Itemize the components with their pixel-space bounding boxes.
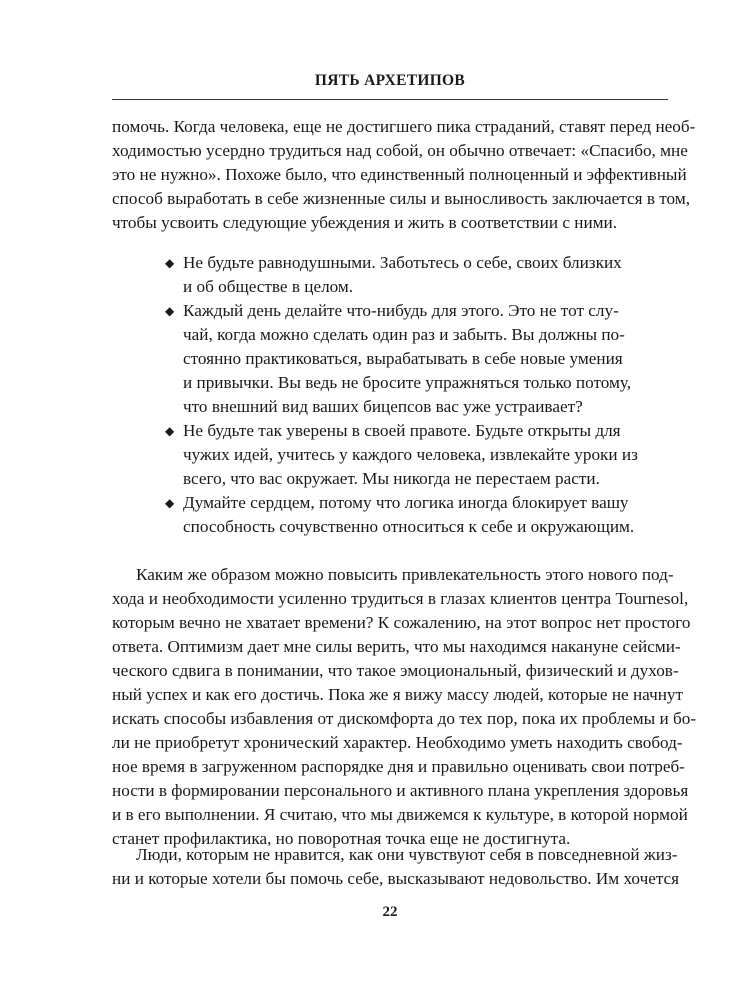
paragraph-1 — [112, 115, 696, 235]
diamond-bullet-icon: ◆ — [165, 424, 175, 438]
header-rule — [112, 99, 668, 100]
text-line: чай, когда можно сделать один раз и забыть. Вы должны по- — [183, 325, 625, 344]
text-line: ное время в загруженном распорядке дня и правильно оценивать свои потреб- — [112, 757, 685, 776]
page-number: 22 — [382, 904, 398, 920]
text-line: ческого сдвига в понимании, что такое эмоциональный, физический и духов- — [112, 661, 679, 680]
diamond-bullet-icon: ◆ — [165, 304, 175, 318]
list-item — [165, 251, 622, 299]
running-header: ПЯТЬ АРХЕТИПОВ — [314, 72, 466, 89]
text-line: и привычки. Вы ведь не бросите упражняться только потому, — [183, 373, 632, 392]
text-line: стоянно практиковаться, вырабатывать в себе новые умения — [183, 349, 623, 368]
bullet-list — [165, 251, 638, 539]
paragraph-3 — [112, 843, 680, 891]
text-line: и в его выполнении. Я считаю, что мы движемся к культуре, в которой нормой — [112, 805, 688, 824]
text-line: всего, что вас окружает. Мы никогда не перестаем расти. — [183, 469, 600, 488]
text-line: станет профилактика, но поворотная точка еще не достигнута. — [112, 829, 571, 848]
list-item — [165, 419, 638, 491]
text-line: способ выработать в себе жизненные силы и выносливость заключается в том, — [112, 189, 690, 208]
text-line: искать способы избавления от дискомфорта до тех пор, пока их проблемы и бо- — [112, 709, 697, 728]
diamond-bullet-icon: ◆ — [165, 496, 175, 510]
text-line: чтобы усвоить следующие убеждения и жить в соответствии с ними. — [112, 213, 618, 232]
text-line: это не нужно». Похоже было, что единственный полноценный и эффективный — [112, 165, 687, 184]
text-line: ный успех и как его достичь. Пока же я вижу массу людей, которые не начнут — [112, 685, 684, 704]
text-line: хода и необходимости усиленно трудиться в глазах клиентов центра Tournesol, — [112, 589, 689, 608]
paragraph-2 — [112, 563, 697, 851]
text-line: Каким же образом можно повысить привлекательность этого нового под- — [136, 565, 674, 584]
text-line: помочь. Когда человека, еще не достигшего пика страданий, ставят перед необ- — [112, 117, 696, 136]
text-line: ответа. Оптимизм дает мне силы верить, что мы находимся накануне сейсми- — [112, 637, 681, 656]
text-line: Не будьте так уверены в своей правоте. Будьте открыты для — [183, 421, 621, 440]
text-line: Думайте сердцем, потому что логика иногда блокирует вашу — [183, 493, 629, 512]
text-line: Каждый день делайте что-нибудь для этого. Это не тот слу- — [183, 301, 619, 320]
text-line: способность сочувственно относиться к себе и окружающим. — [183, 517, 635, 536]
text-line: ни и которые хотели бы помочь себе, высказывают недовольство. Им хочется — [112, 869, 680, 888]
text-line: ности в формировании персонального и активного плана укрепления здоровья — [112, 781, 689, 800]
text-line: и об обществе в целом. — [183, 277, 354, 296]
list-item — [165, 491, 635, 539]
text-line: что внешний вид ваших бицепсов вас уже устраивает? — [183, 397, 583, 416]
text-line: ходимостью усердно трудиться над собой, он обычно отвечает: «Спасибо, мне — [112, 141, 688, 160]
list-item — [165, 299, 632, 419]
text-line: ли не приобретут хронический характер. Необходимо уметь находить свобод- — [112, 733, 683, 752]
text-line: которым вечно не хватает времени? К сожалению, на этот вопрос нет простого — [112, 613, 691, 632]
text-line: Люди, которым не нравится, как они чувствуют себя в повседневной жиз- — [136, 845, 678, 864]
text-line: чужих идей, учитесь у каждого человека, извлекайте уроки из — [183, 445, 638, 464]
diamond-bullet-icon: ◆ — [165, 256, 175, 270]
text-line: Не будьте равнодушными. Заботьтесь о себе, своих близких — [183, 253, 622, 272]
